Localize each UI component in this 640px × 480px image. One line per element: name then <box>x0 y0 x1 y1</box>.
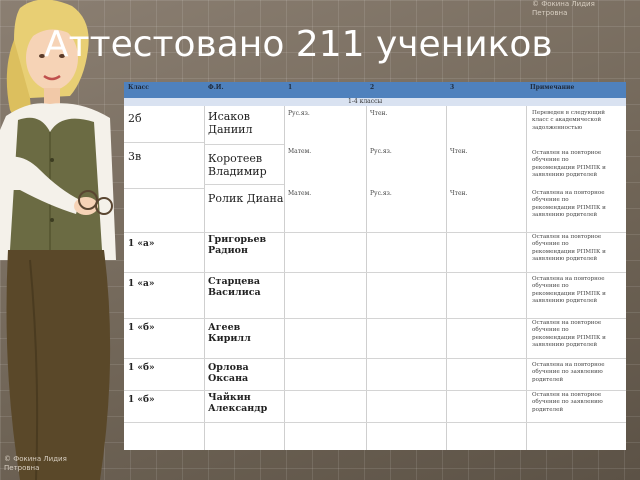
header-1: 1 <box>288 84 293 91</box>
table-row-1-class: 3в <box>128 150 142 163</box>
table-row-1-c2: Рус.яз. <box>370 148 392 155</box>
students-table <box>124 82 626 450</box>
table-header-row <box>124 82 626 98</box>
table-row-3-name: Григорьев Радион <box>208 234 267 256</box>
table-row-2-c3: Чтен. <box>450 190 468 197</box>
table-row-2-note: Оставлена на повторное обучение по рекомендации РПМПК и заявлению родителей <box>532 190 606 219</box>
table-row-4-class: 1 «а» <box>128 279 155 289</box>
slide-title: Аттестовано 211 учеников <box>44 24 553 65</box>
table-row-1-c3: Чтен. <box>450 148 468 155</box>
table-row-6-class: 1 «б» <box>128 363 155 373</box>
table-row-4-note: Оставлена на повторное обучение по рекомендации РПМПК и заявлению родителей <box>532 276 606 305</box>
table-row-0-c1: Рус.яз. <box>288 110 310 117</box>
table-row-7-class: 1 «б» <box>128 395 155 405</box>
subheader-grades: 1-4 классы <box>348 98 383 105</box>
table-row-7-note: Оставлен на повторное обучение по заявлению родителей <box>532 392 603 413</box>
table-row-1-name: Коротеев Владимир <box>208 152 267 178</box>
table-row-3-class: 1 «а» <box>128 239 155 249</box>
header-name: Ф.И. <box>208 84 224 91</box>
header-2: 2 <box>370 84 375 91</box>
table-row-5-note: Оставлен на повторное обучение по рекомендации РПМПК и заявлению родителей <box>532 320 606 349</box>
header-note: Примечание <box>530 84 575 91</box>
watermark-bottom: © Фокина Лидия Петровна <box>4 455 67 472</box>
table-row-5-name: Агеев Кирилл <box>208 322 251 344</box>
table-row-2-c2: Рус.яз. <box>370 190 392 197</box>
table-row-6-name: Орлова Оксана <box>208 362 249 384</box>
table-row-0-name: Исаков Даниил <box>208 110 253 136</box>
watermark-top: © Фокина Лидия Петровна <box>532 0 595 17</box>
table-row-0-c2: Чтен. <box>370 110 388 117</box>
table-row-2-name: Ролик Диана <box>208 192 284 205</box>
header-3: 3 <box>450 84 455 91</box>
table-row-4-name: Старцева Василиса <box>208 276 261 298</box>
table-row-5-class: 1 «б» <box>128 323 155 333</box>
table-row-2-c1: Матем. <box>288 190 312 197</box>
table-subheader-row <box>124 98 626 106</box>
table-row-3-note: Оставлен на повторное обучение по рекомендации РПМПК и заявлению родителей <box>532 234 606 263</box>
table-row-1-note: Оставлен на повторное обучение по рекомендации РПМПК и заявлению родителей <box>532 150 606 179</box>
table-row-6-note: Оставлена на повторное обучение по заявлению родителей <box>532 362 605 383</box>
table-row-0-class: 2б <box>128 112 142 125</box>
header-class: Класс <box>128 84 149 91</box>
table-row-7-name: Чайкин Александр <box>208 392 268 414</box>
table-row-0-note: Переведен в следующий класс с академической задолженностью <box>532 110 605 131</box>
woman-illustration <box>0 0 130 480</box>
table-row-1-c1: Матем. <box>288 148 312 155</box>
